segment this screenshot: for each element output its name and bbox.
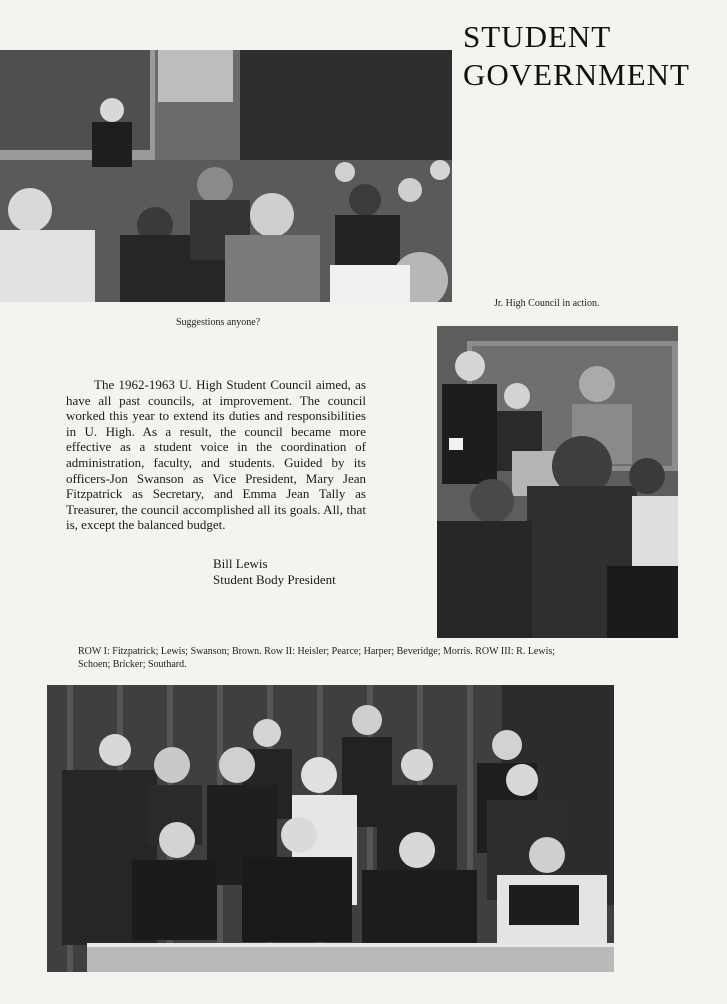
page-title-line-2: GOVERNMENT — [463, 57, 690, 92]
article-signature — [213, 556, 336, 587]
article-body: The 1962-1963 U. High Student Council aimed, as have all past councils, at improvement. The council worked this year to extend its duties and responsibilities in U. High. As a result, the council became more effective as a student voice in the coordination of administration, faculty, and students. Guided by its officers-Jon Swanson as Vice President, Mary Jean Fitzpatrick as Secretary, and Emma Jean Tally as Treasurer, the council accomplished all its goals. All, that is, except the balanced budget. — [66, 377, 366, 533]
page-title — [463, 18, 723, 94]
page-title-line-1: STUDENT — [463, 19, 612, 54]
jr-high-photo — [437, 326, 678, 638]
jr-high-photo-caption: Jr. High Council in action. — [494, 298, 600, 309]
meeting-photo — [0, 50, 452, 302]
signature-title: Student Body President — [213, 571, 336, 587]
group-photo-caption: ROW I: Fitzpatrick; Lewis; Swanson; Brown. Row II: Heisler; Pearce; Harper; Beveridge; Morris. ROW III: R. Lewis; Schoen; Bricker; Southard. — [78, 646, 556, 670]
meeting-photo-caption: Suggestions anyone? — [176, 317, 261, 328]
signature-name: Bill Lewis — [213, 556, 268, 571]
group-photo — [47, 685, 614, 972]
